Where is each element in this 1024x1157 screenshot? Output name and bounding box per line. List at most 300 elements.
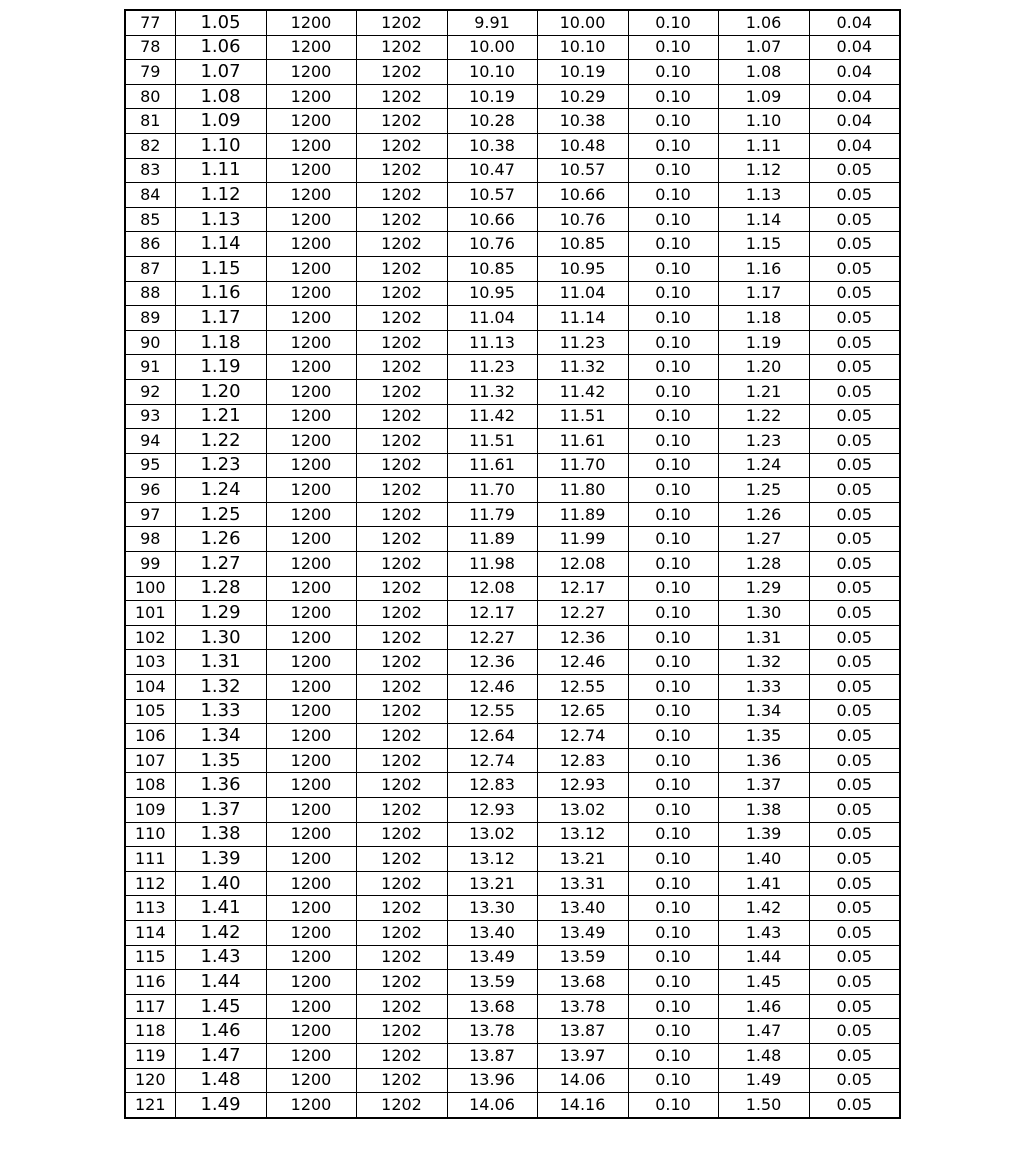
- table-cell: 0.10: [628, 994, 718, 1019]
- table-cell: 84: [125, 183, 175, 208]
- table-cell: 0.05: [809, 478, 900, 503]
- table-cell: 11.70: [537, 453, 628, 478]
- table-cell: 115: [125, 945, 175, 970]
- table-cell: 1202: [356, 920, 447, 945]
- table-cell: 106: [125, 724, 175, 749]
- table-cell: 10.57: [537, 158, 628, 183]
- table-cell: 110: [125, 822, 175, 847]
- table-row: [125, 256, 900, 281]
- table-cell: 0.05: [809, 748, 900, 773]
- table-cell: 1202: [356, 773, 447, 798]
- table-cell: 1.09: [718, 84, 809, 109]
- table-body: [125, 10, 900, 1118]
- table-cell: 1200: [266, 502, 356, 527]
- table-cell: 1200: [266, 822, 356, 847]
- table-cell: 1.24: [175, 478, 266, 503]
- table-cell: 81: [125, 109, 175, 134]
- table-cell: 1.13: [175, 207, 266, 232]
- table-cell: 85: [125, 207, 175, 232]
- table-cell: 10.38: [537, 109, 628, 134]
- table-cell: 1.11: [175, 158, 266, 183]
- table-cell: 10.95: [537, 256, 628, 281]
- table-cell: 11.23: [537, 330, 628, 355]
- table-cell: 0.10: [628, 478, 718, 503]
- table-cell: 1202: [356, 699, 447, 724]
- table-cell: 111: [125, 847, 175, 872]
- table-cell: 10.66: [537, 183, 628, 208]
- table-cell: 1.33: [175, 699, 266, 724]
- table-cell: 1200: [266, 256, 356, 281]
- table-cell: 0.10: [628, 920, 718, 945]
- table-row: [125, 552, 900, 577]
- table-cell: 1200: [266, 871, 356, 896]
- table-row: [125, 625, 900, 650]
- table-cell: 1202: [356, 896, 447, 921]
- table-cell: 13.87: [447, 1043, 537, 1068]
- table-cell: 0.10: [628, 1068, 718, 1093]
- table-cell: 1.45: [175, 994, 266, 1019]
- table-cell: 0.10: [628, 60, 718, 85]
- table-cell: 13.31: [537, 871, 628, 896]
- table-cell: 0.10: [628, 1093, 718, 1118]
- table-cell: 0.05: [809, 527, 900, 552]
- table-cell: 1200: [266, 330, 356, 355]
- table-row: [125, 60, 900, 85]
- table-cell: 1202: [356, 60, 447, 85]
- table-cell: 0.10: [628, 10, 718, 35]
- table-cell: 1.31: [718, 625, 809, 650]
- table-cell: 10.85: [447, 256, 537, 281]
- table-cell: 1200: [266, 527, 356, 552]
- table-cell: 1200: [266, 84, 356, 109]
- table-cell: 0.10: [628, 207, 718, 232]
- table-cell: 1200: [266, 1068, 356, 1093]
- table-cell: 0.05: [809, 625, 900, 650]
- table-cell: 1202: [356, 675, 447, 700]
- table-cell: 1202: [356, 527, 447, 552]
- table-row: [125, 748, 900, 773]
- table-cell: 99: [125, 552, 175, 577]
- table-cell: 13.49: [537, 920, 628, 945]
- table-row: [125, 871, 900, 896]
- table-cell: 0.05: [809, 281, 900, 306]
- table-cell: 0.05: [809, 920, 900, 945]
- table-cell: 104: [125, 675, 175, 700]
- table-cell: 1200: [266, 798, 356, 823]
- table-row: [125, 281, 900, 306]
- table-cell: 1.30: [175, 625, 266, 650]
- table-cell: 13.78: [537, 994, 628, 1019]
- table-cell: 0.10: [628, 256, 718, 281]
- table-cell: 1.37: [718, 773, 809, 798]
- table-cell: 12.08: [447, 576, 537, 601]
- table-cell: 0.10: [628, 822, 718, 847]
- table-cell: 0.05: [809, 453, 900, 478]
- table-cell: 120: [125, 1068, 175, 1093]
- table-cell: 11.32: [537, 355, 628, 380]
- table-cell: 92: [125, 379, 175, 404]
- table-cell: 12.64: [447, 724, 537, 749]
- table-cell: 0.10: [628, 35, 718, 60]
- table-cell: 1200: [266, 1093, 356, 1118]
- table-row: [125, 207, 900, 232]
- table-cell: 0.10: [628, 896, 718, 921]
- table-cell: 1202: [356, 552, 447, 577]
- table-cell: 1202: [356, 650, 447, 675]
- table-cell: 0.05: [809, 650, 900, 675]
- table-row: [125, 675, 900, 700]
- table-cell: 12.74: [447, 748, 537, 773]
- table-cell: 0.05: [809, 896, 900, 921]
- table-cell: 0.05: [809, 429, 900, 454]
- table-cell: 12.83: [447, 773, 537, 798]
- table-cell: 1202: [356, 429, 447, 454]
- table-cell: 1202: [356, 576, 447, 601]
- table-cell: 0.10: [628, 502, 718, 527]
- table-cell: 10.48: [537, 133, 628, 158]
- table-cell: 1200: [266, 896, 356, 921]
- table-cell: 1202: [356, 256, 447, 281]
- table-cell: 0.05: [809, 576, 900, 601]
- table-cell: 1.16: [718, 256, 809, 281]
- table-cell: 13.49: [447, 945, 537, 970]
- table-cell: 1202: [356, 109, 447, 134]
- table-cell: 1200: [266, 650, 356, 675]
- table-cell: 1.35: [718, 724, 809, 749]
- table-cell: 13.87: [537, 1019, 628, 1044]
- table-cell: 1.19: [175, 355, 266, 380]
- table-cell: 0.05: [809, 158, 900, 183]
- table-cell: 1200: [266, 601, 356, 626]
- table-cell: 1202: [356, 183, 447, 208]
- table-cell: 12.17: [537, 576, 628, 601]
- table-row: [125, 798, 900, 823]
- table-cell: 10.95: [447, 281, 537, 306]
- table-cell: 0.05: [809, 502, 900, 527]
- table-cell: 1202: [356, 1043, 447, 1068]
- table-cell: 86: [125, 232, 175, 257]
- table-cell: 1.25: [718, 478, 809, 503]
- table-cell: 0.05: [809, 970, 900, 995]
- table-row: [125, 355, 900, 380]
- table-cell: 13.59: [447, 970, 537, 995]
- table-cell: 1.17: [175, 306, 266, 331]
- table-cell: 1.43: [718, 920, 809, 945]
- table-cell: 12.83: [537, 748, 628, 773]
- table-cell: 11.13: [447, 330, 537, 355]
- table-cell: 1.50: [718, 1093, 809, 1118]
- table-cell: 119: [125, 1043, 175, 1068]
- table-cell: 1.24: [718, 453, 809, 478]
- table-cell: 1.38: [175, 822, 266, 847]
- table-cell: 13.12: [447, 847, 537, 872]
- table-cell: 1202: [356, 158, 447, 183]
- table-cell: 11.23: [447, 355, 537, 380]
- table-cell: 1200: [266, 355, 356, 380]
- table-cell: 13.21: [537, 847, 628, 872]
- table-cell: 1200: [266, 429, 356, 454]
- table-cell: 1200: [266, 306, 356, 331]
- table-cell: 1202: [356, 945, 447, 970]
- table-cell: 10.10: [447, 60, 537, 85]
- table-cell: 1200: [266, 994, 356, 1019]
- table-cell: 0.05: [809, 379, 900, 404]
- table-cell: 13.78: [447, 1019, 537, 1044]
- table-cell: 0.10: [628, 281, 718, 306]
- table-cell: 1200: [266, 1043, 356, 1068]
- table-cell: 1202: [356, 748, 447, 773]
- table-row: [125, 35, 900, 60]
- table-cell: 0.10: [628, 133, 718, 158]
- table-cell: 102: [125, 625, 175, 650]
- table-cell: 1.31: [175, 650, 266, 675]
- table-cell: 1202: [356, 625, 447, 650]
- table-cell: 0.05: [809, 552, 900, 577]
- table-cell: 0.05: [809, 871, 900, 896]
- table-cell: 90: [125, 330, 175, 355]
- table-cell: 13.40: [447, 920, 537, 945]
- table-cell: 1202: [356, 871, 447, 896]
- table-cell: 107: [125, 748, 175, 773]
- table-cell: 11.51: [537, 404, 628, 429]
- table-cell: 1.14: [175, 232, 266, 257]
- table-cell: 0.10: [628, 453, 718, 478]
- table-cell: 1202: [356, 724, 447, 749]
- table-row: [125, 109, 900, 134]
- table-cell: 1.36: [175, 773, 266, 798]
- table-cell: 1.27: [718, 527, 809, 552]
- table-cell: 1.41: [175, 896, 266, 921]
- table-cell: 1.22: [175, 429, 266, 454]
- table-cell: 93: [125, 404, 175, 429]
- table-cell: 0.05: [809, 183, 900, 208]
- table-cell: 1202: [356, 355, 447, 380]
- table-cell: 1.09: [175, 109, 266, 134]
- table-row: [125, 158, 900, 183]
- table-cell: 1202: [356, 84, 447, 109]
- table-cell: 12.93: [447, 798, 537, 823]
- table-cell: 12.27: [447, 625, 537, 650]
- table-cell: 0.05: [809, 724, 900, 749]
- table-cell: 0.10: [628, 847, 718, 872]
- table-cell: 0.05: [809, 232, 900, 257]
- table-cell: 12.55: [447, 699, 537, 724]
- table-cell: 1.17: [718, 281, 809, 306]
- data-table: [124, 9, 901, 1119]
- table-cell: 11.42: [537, 379, 628, 404]
- table-cell: 1.18: [718, 306, 809, 331]
- table-cell: 113: [125, 896, 175, 921]
- table-cell: 1.26: [175, 527, 266, 552]
- table-cell: 12.55: [537, 675, 628, 700]
- table-cell: 1.46: [175, 1019, 266, 1044]
- table-cell: 0.10: [628, 699, 718, 724]
- table-cell: 11.79: [447, 502, 537, 527]
- table-cell: 1202: [356, 478, 447, 503]
- table-cell: 1202: [356, 330, 447, 355]
- table-cell: 0.05: [809, 822, 900, 847]
- table-cell: 1200: [266, 920, 356, 945]
- table-cell: 0.05: [809, 1043, 900, 1068]
- table-cell: 1.16: [175, 281, 266, 306]
- table-row: [125, 822, 900, 847]
- table-cell: 1202: [356, 1019, 447, 1044]
- table-cell: 11.99: [537, 527, 628, 552]
- table-row: [125, 847, 900, 872]
- table-cell: 10.28: [447, 109, 537, 134]
- table-row: [125, 527, 900, 552]
- table-cell: 1.39: [718, 822, 809, 847]
- table-cell: 0.05: [809, 1093, 900, 1118]
- table-cell: 1.32: [718, 650, 809, 675]
- table-row: [125, 84, 900, 109]
- table-cell: 1.06: [175, 35, 266, 60]
- table-cell: 0.10: [628, 84, 718, 109]
- table-cell: 12.46: [447, 675, 537, 700]
- table-row: [125, 478, 900, 503]
- table-cell: 0.05: [809, 798, 900, 823]
- table-cell: 103: [125, 650, 175, 675]
- table-cell: 1200: [266, 748, 356, 773]
- table-cell: 0.04: [809, 10, 900, 35]
- table-cell: 1200: [266, 10, 356, 35]
- table-cell: 108: [125, 773, 175, 798]
- table-cell: 0.05: [809, 306, 900, 331]
- table-cell: 11.61: [447, 453, 537, 478]
- table-cell: 11.51: [447, 429, 537, 454]
- table-cell: 121: [125, 1093, 175, 1118]
- table-cell: 0.10: [628, 871, 718, 896]
- table-cell: 1202: [356, 379, 447, 404]
- table-cell: 1200: [266, 675, 356, 700]
- table-row: [125, 699, 900, 724]
- table-cell: 0.10: [628, 675, 718, 700]
- table-cell: 1.47: [718, 1019, 809, 1044]
- table-cell: 82: [125, 133, 175, 158]
- table-row: [125, 1019, 900, 1044]
- table-cell: 1200: [266, 109, 356, 134]
- table-cell: 12.17: [447, 601, 537, 626]
- table-cell: 0.05: [809, 994, 900, 1019]
- table-cell: 0.05: [809, 256, 900, 281]
- table-cell: 0.10: [628, 429, 718, 454]
- table-cell: 0.10: [628, 183, 718, 208]
- table-cell: 1.36: [718, 748, 809, 773]
- table-cell: 0.05: [809, 330, 900, 355]
- table-cell: 87: [125, 256, 175, 281]
- table-cell: 89: [125, 306, 175, 331]
- table-cell: 0.10: [628, 625, 718, 650]
- table-cell: 0.05: [809, 945, 900, 970]
- table-cell: 10.00: [537, 10, 628, 35]
- table-cell: 1200: [266, 699, 356, 724]
- table-row: [125, 183, 900, 208]
- table-cell: 1202: [356, 404, 447, 429]
- table-cell: 117: [125, 994, 175, 1019]
- table-cell: 98: [125, 527, 175, 552]
- table-cell: 1.23: [175, 453, 266, 478]
- table-cell: 1200: [266, 183, 356, 208]
- table-cell: 109: [125, 798, 175, 823]
- table-cell: 0.05: [809, 404, 900, 429]
- table-cell: 80: [125, 84, 175, 109]
- table-cell: 13.30: [447, 896, 537, 921]
- table-row: [125, 920, 900, 945]
- table-cell: 1.07: [718, 35, 809, 60]
- table-cell: 1.38: [718, 798, 809, 823]
- table-cell: 1.49: [175, 1093, 266, 1118]
- table-cell: 1.42: [718, 896, 809, 921]
- table-cell: 1.05: [175, 10, 266, 35]
- table-cell: 96: [125, 478, 175, 503]
- table-cell: 1200: [266, 576, 356, 601]
- table-cell: 14.16: [537, 1093, 628, 1118]
- table-cell: 1202: [356, 1093, 447, 1118]
- table-cell: 1200: [266, 552, 356, 577]
- table-cell: 1202: [356, 822, 447, 847]
- table-cell: 1.21: [175, 404, 266, 429]
- table-row: [125, 330, 900, 355]
- table-cell: 13.68: [537, 970, 628, 995]
- table-cell: 1.35: [175, 748, 266, 773]
- table-cell: 1.33: [718, 675, 809, 700]
- table-cell: 105: [125, 699, 175, 724]
- table-cell: 1200: [266, 847, 356, 872]
- table-cell: 13.59: [537, 945, 628, 970]
- table-cell: 0.10: [628, 158, 718, 183]
- table-cell: 0.05: [809, 1019, 900, 1044]
- table-cell: 1.20: [718, 355, 809, 380]
- table-cell: 1200: [266, 970, 356, 995]
- table-cell: 1.18: [175, 330, 266, 355]
- table-cell: 13.02: [447, 822, 537, 847]
- table-cell: 0.10: [628, 748, 718, 773]
- table-cell: 0.05: [809, 601, 900, 626]
- table-cell: 0.10: [628, 1043, 718, 1068]
- table-cell: 11.89: [537, 502, 628, 527]
- table-cell: 1202: [356, 970, 447, 995]
- table-cell: 11.61: [537, 429, 628, 454]
- table-cell: 13.02: [537, 798, 628, 823]
- table-cell: 11.32: [447, 379, 537, 404]
- table-cell: 11.89: [447, 527, 537, 552]
- table-cell: 0.04: [809, 60, 900, 85]
- table-cell: 1202: [356, 281, 447, 306]
- table-cell: 11.42: [447, 404, 537, 429]
- table-cell: 0.10: [628, 1019, 718, 1044]
- table-cell: 13.12: [537, 822, 628, 847]
- table-cell: 1200: [266, 281, 356, 306]
- table-row: [125, 502, 900, 527]
- table-row: [125, 773, 900, 798]
- table-cell: 12.36: [447, 650, 537, 675]
- table-cell: 0.10: [628, 576, 718, 601]
- table-row: [125, 232, 900, 257]
- table-cell: 1202: [356, 502, 447, 527]
- table-cell: 1200: [266, 232, 356, 257]
- table-cell: 0.10: [628, 330, 718, 355]
- table-cell: 0.05: [809, 1068, 900, 1093]
- table-cell: 0.10: [628, 232, 718, 257]
- table-cell: 1.12: [718, 158, 809, 183]
- table-row: [125, 404, 900, 429]
- table-cell: 1202: [356, 306, 447, 331]
- table-cell: 1.30: [718, 601, 809, 626]
- table-cell: 1.15: [718, 232, 809, 257]
- table-row: [125, 379, 900, 404]
- table-cell: 1202: [356, 232, 447, 257]
- table-cell: 1.21: [718, 379, 809, 404]
